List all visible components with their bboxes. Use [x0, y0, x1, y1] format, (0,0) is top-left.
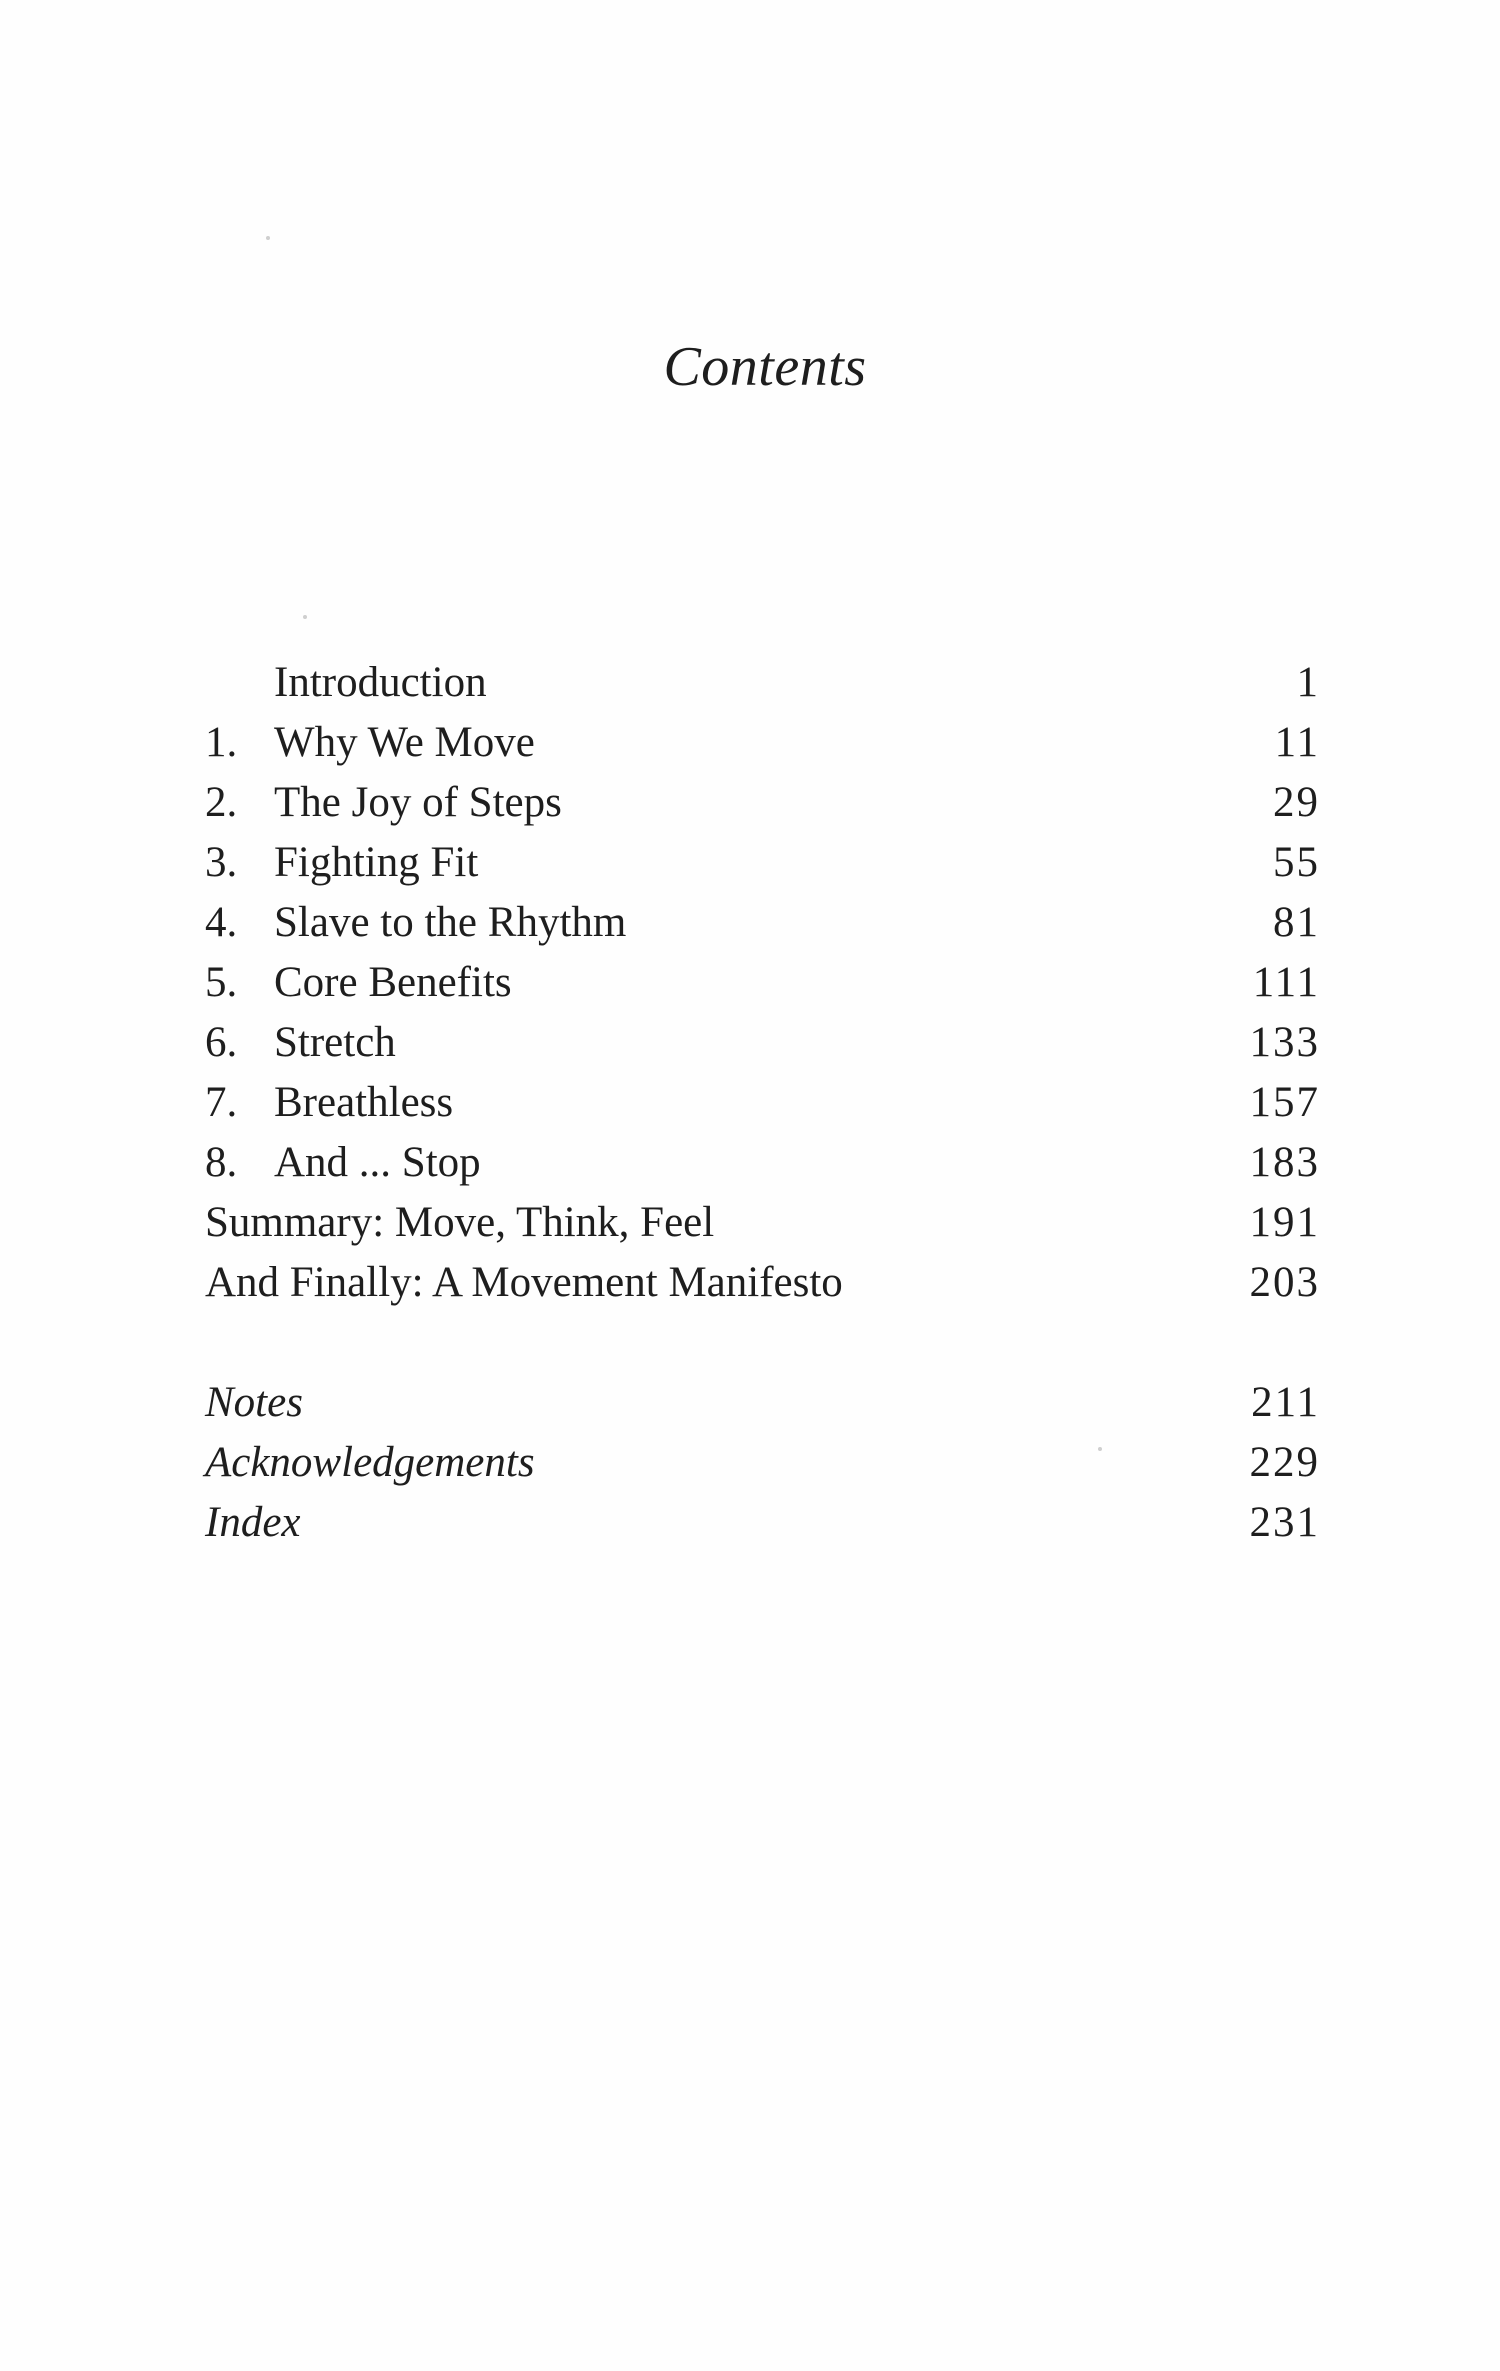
toc-entry-page: 11 [1274, 719, 1320, 766]
toc-entry [205, 653, 1320, 713]
back-matter-page: 211 [1251, 1379, 1320, 1426]
toc-entry-number: 6. [205, 1019, 238, 1066]
back-matter-entry [205, 1373, 1320, 1433]
toc-entry [205, 1013, 1320, 1073]
toc-entry [205, 1073, 1320, 1133]
toc-entry-label: Summary: Move, Think, Feel [205, 1199, 715, 1246]
back-matter-entry [205, 1433, 1320, 1493]
paper-speck [303, 615, 307, 619]
toc-entry-label: Slave to the Rhythm [274, 899, 627, 946]
toc-entry-page: 157 [1249, 1079, 1320, 1126]
toc-entry-number: 3. [205, 839, 238, 886]
toc-entry-number: 2. [205, 779, 238, 826]
toc-entry-number: 8. [205, 1139, 238, 1186]
paper-speck [266, 236, 270, 240]
toc-entry-label: Stretch [274, 1019, 396, 1066]
back-matter-label: Notes [205, 1379, 303, 1426]
toc-entry [205, 773, 1320, 833]
toc-entry-label: And ... Stop [274, 1139, 481, 1186]
toc-entry [205, 953, 1320, 1013]
toc-entry [205, 833, 1320, 893]
toc-entry-label: Core Benefits [274, 959, 512, 1006]
toc-entry-page: 81 [1273, 899, 1320, 946]
toc-entry-label: The Joy of Steps [274, 779, 562, 826]
toc-entry-page: 191 [1249, 1199, 1320, 1246]
toc-entry-number: 7. [205, 1079, 238, 1126]
back-matter-label: Acknowledgements [205, 1439, 535, 1486]
toc-entry-page: 55 [1273, 839, 1320, 886]
toc-entry-label: Fighting Fit [274, 839, 479, 886]
toc-entry-page: 1 [1296, 659, 1320, 706]
back-matter-page: 229 [1249, 1439, 1320, 1486]
back-matter-entry [205, 1493, 1320, 1553]
toc-entry-page: 111 [1252, 959, 1320, 1006]
toc-entry-page: 203 [1249, 1259, 1320, 1306]
toc-entry-page: 183 [1249, 1139, 1320, 1186]
toc-entry [205, 713, 1320, 773]
toc-entry [205, 1253, 1320, 1313]
toc-entry-label: Why We Move [274, 719, 535, 766]
page-title: Contents [663, 336, 867, 398]
toc-entry [205, 893, 1320, 953]
toc-entry-label: And Finally: A Movement Manifesto [205, 1259, 843, 1306]
toc-entry [205, 1193, 1320, 1253]
back-matter-page: 231 [1249, 1499, 1320, 1546]
toc-entry-number: 4. [205, 899, 238, 946]
toc-entry-number: 1. [205, 719, 238, 766]
toc-entry-label: Introduction [274, 659, 487, 706]
toc-entry-label: Breathless [274, 1079, 454, 1126]
toc-entry-number: 5. [205, 959, 238, 1006]
toc-entry-page: 29 [1273, 779, 1320, 826]
toc-entry [205, 1133, 1320, 1193]
back-matter-label: Index [205, 1499, 301, 1546]
toc-entry-page: 133 [1249, 1019, 1320, 1066]
